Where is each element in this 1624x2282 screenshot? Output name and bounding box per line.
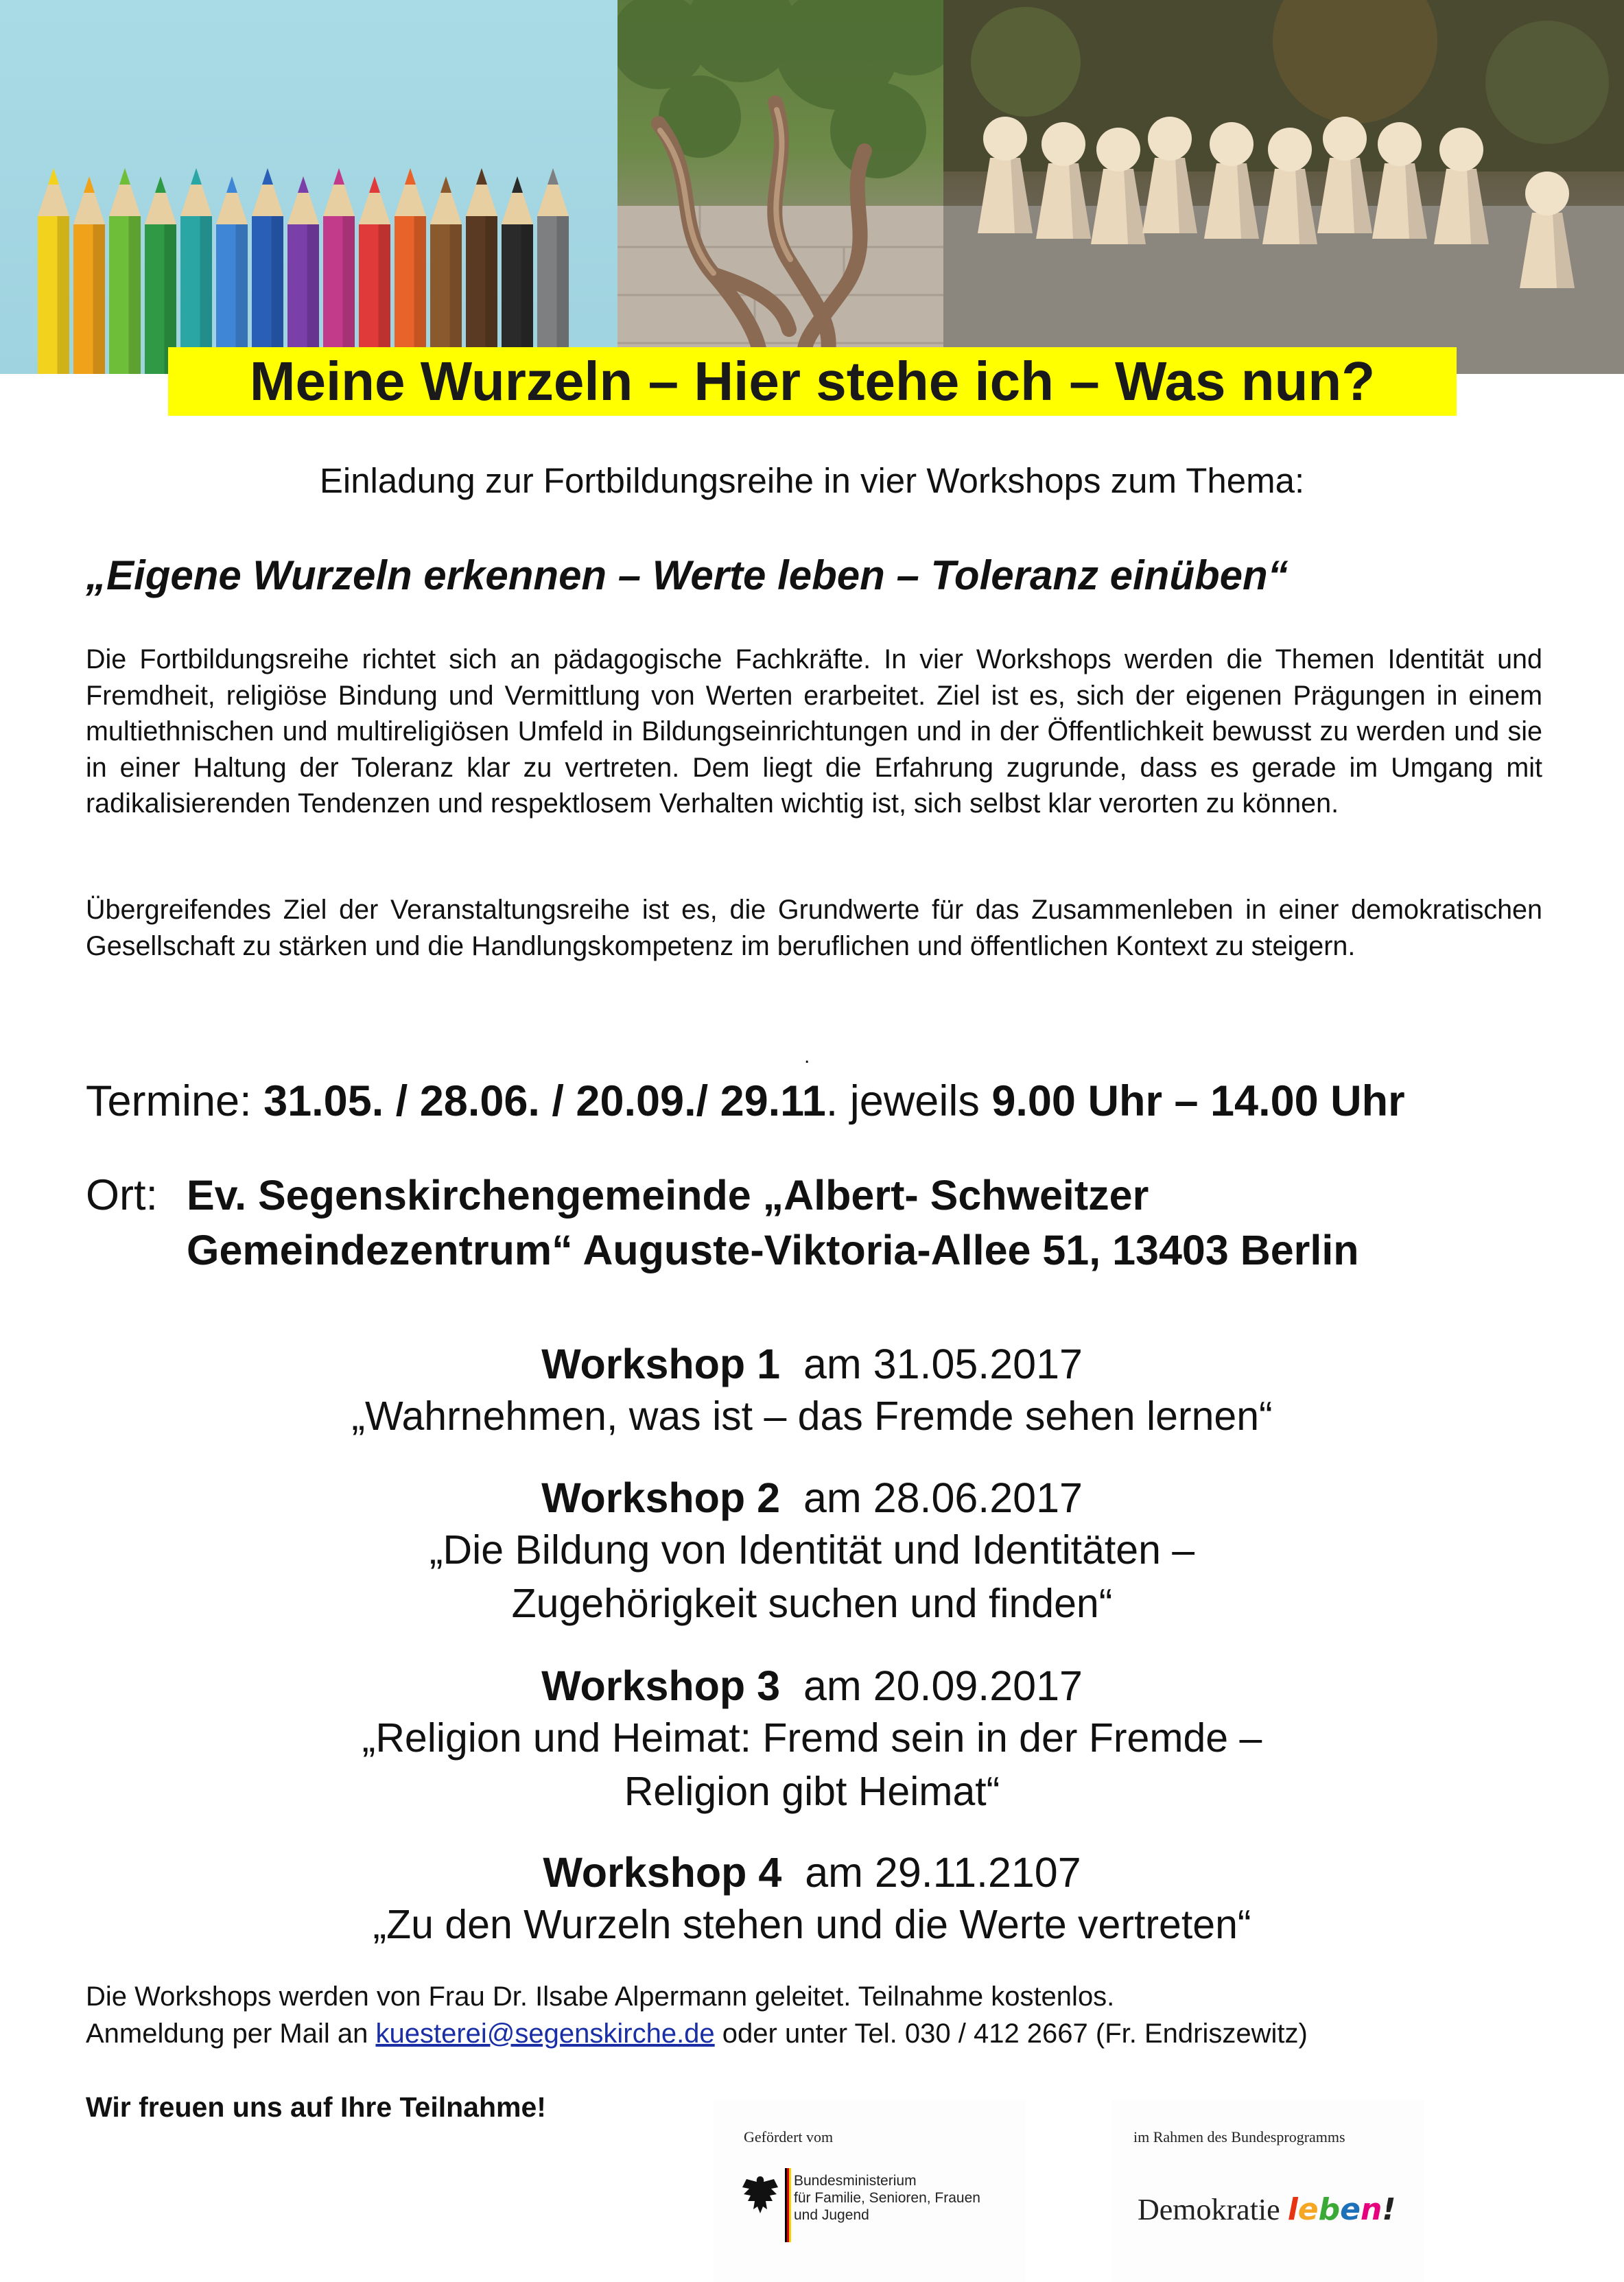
workshop-2-date: am 28.06.2017 [803, 1474, 1083, 1521]
leben-letter: e [1340, 2192, 1361, 2227]
workshop-4-date: am 29.11.2107 [805, 1849, 1081, 1896]
pencil [252, 168, 283, 374]
workshop-3-name: Workshop 3 [541, 1662, 781, 1709]
pencil [109, 168, 141, 374]
dates-label: Termine: [86, 1077, 264, 1125]
leben-letter: n [1360, 2192, 1382, 2227]
wooden-figure [1372, 122, 1427, 239]
workshop-1-name: Workshop 1 [541, 1341, 781, 1387]
bmfsfj-logo [714, 2099, 1026, 2282]
registration-info [86, 2015, 1308, 2052]
series-motto: „Eigene Wurzeln erkennen – Werte leben – Toleranz einüben“ [86, 552, 1288, 598]
pencil [216, 176, 248, 374]
workshop-4-topic: „Zu den Wurzeln stehen und die Werte vertreten“ [373, 1902, 1251, 1947]
ministry-line-3: und Jugend [794, 2207, 869, 2223]
workshop-2-topic-line-2: Zugehörigkeit suchen und finden“ [511, 1581, 1113, 1626]
wooden-figure [1317, 117, 1372, 233]
pencil [502, 176, 533, 374]
registration-prefix: Anmeldung per Mail an [86, 2019, 376, 2049]
workshop-3-topic-line-2: Religion gibt Heimat“ [624, 1769, 1000, 1814]
ministry-line-1: Bundesministerium [794, 2173, 917, 2189]
leader-info: Die Workshops werden von Frau Dr. Ilsabe Alpermann geleitet. Teilnahme kostenlos. [86, 1981, 1115, 2012]
ministry-name [794, 2172, 980, 2224]
funding-caption: Gefördert vom [744, 2128, 834, 2145]
workshop-4-heading [0, 1846, 1624, 1899]
workshop-3-heading [0, 1659, 1624, 1713]
pencil [430, 176, 462, 374]
demokratie-word: Demokratie [1138, 2193, 1280, 2226]
federal-eagle-icon [740, 2174, 781, 2216]
registration-suffix: oder unter Tel. 030 / 412 2667 (Fr. Endriszewitz) [714, 2019, 1308, 2049]
pencil [38, 168, 69, 374]
wooden-figure [978, 117, 1033, 233]
description-paragraph: Die Fortbildungsreihe richtet sich an pädagogische Fachkräfte. In vier Workshops werden die Themen Identität und Fremdheit, religiöse Bindung und Vermittlung von Werten erarbeitet. Ziel ist es, sich der eigenen Prägungen in einem multiethnischen und multireligiösen Umfeld in Bildungseinrichtungen und in der Öffentlichkeit bewusst zu werden und sie in einer Haltung der Toleranz klar zu vertreten. Dem liegt die Erfahrung zugrunde, dass es gerade im Umgang mit radikalisierenden Tendenzen und respektlosem Verhalten wichtig ist, sich selbst klar verorten zu können. [86, 644, 1542, 819]
wooden-figure [1091, 128, 1146, 244]
ministry-line-2: für Familie, Senioren, Frauen [794, 2190, 980, 2206]
demokratie-leben-logo [1111, 2099, 1424, 2282]
workshop-2-topic-line-1: „Die Bildung von Identität und Identitäten – [429, 1527, 1195, 1573]
pencil [466, 168, 497, 374]
wooden-figure [1036, 122, 1091, 239]
wooden-figure [1142, 117, 1197, 233]
email-link[interactable]: kuesterei@segenskirche.de [375, 2019, 715, 2049]
wooden-figure [1262, 128, 1317, 244]
demokratie-leben-wordmark [1138, 2192, 1396, 2227]
pencil [145, 176, 176, 374]
dates-value: 31.05. / 28.06. / 20.09./ 29.11 [263, 1077, 826, 1125]
colored-pencils-photo [0, 0, 617, 374]
time-value: 9.00 Uhr – 14.00 Uhr [991, 1077, 1405, 1125]
page-title: Meine Wurzeln – Hier stehe ich – Was nun? [249, 351, 1376, 412]
pencil [180, 168, 212, 374]
tree-roots-photo [617, 0, 943, 374]
location-line-1: Ev. Segenskirchengemeinde „Albert- Schweitzer [187, 1172, 1149, 1219]
workshop-1-topic: „Wahrnehmen, was ist – das Fremde sehen lernen“ [351, 1393, 1273, 1439]
flag-stripe-gold [789, 2168, 791, 2242]
workshop-4-name: Workshop 4 [543, 1849, 782, 1896]
colored-pencils-illustration [0, 0, 617, 374]
workshop-3-topic-line-1: „Religion und Heimat: Fremd sein in der Fremde – [362, 1715, 1262, 1761]
dates-line [86, 1072, 1405, 1131]
leben-exclamation: ! [1382, 2192, 1396, 2227]
workshop-3-date: am 20.09.2017 [803, 1662, 1083, 1709]
dates-middle: . jeweils [825, 1077, 992, 1125]
location-label: Ort: [86, 1171, 158, 1219]
workshop-1-heading [0, 1337, 1624, 1391]
leben-word [1288, 2192, 1396, 2227]
leben-letter: e [1297, 2192, 1319, 2227]
stray-dot: . [804, 1045, 810, 1068]
location-line-2: Gemeindezentrum“ Auguste-Viktoria-Allee 51, 13403 Berlin [187, 1227, 1359, 1273]
closing-line: Wir freuen uns auf Ihre Teilnahme! [86, 2091, 546, 2123]
workshop-2-name: Workshop 2 [541, 1474, 781, 1521]
pencil [323, 168, 355, 374]
pencil [359, 176, 390, 374]
invitation-line: Einladung zur Fortbildungsreihe in vier Workshops zum Thema: [319, 461, 1305, 500]
leben-letter: l [1287, 2192, 1298, 2227]
leben-letter: b [1318, 2192, 1341, 2227]
pencil [395, 168, 426, 374]
workshop-1-date: am 31.05.2017 [803, 1341, 1083, 1387]
wooden-figure [1434, 128, 1489, 244]
workshop-2-heading [0, 1471, 1624, 1525]
wooden-figures-photo [943, 0, 1624, 374]
program-caption: im Rahmen des Bundesprogramms [1133, 2128, 1345, 2145]
pencil [537, 168, 569, 374]
goal-paragraph: Übergreifendes Ziel der Veranstaltungsreihe ist es, die Grundwerte für das Zusammenleben in einer demokratischen Gesellschaft zu stärken und die Handlungskompetenz im beruflichen und öffentlichen Kontext zu steigern. [86, 895, 1542, 961]
wooden-figure [1204, 122, 1259, 239]
pencil [73, 176, 105, 374]
pencil [287, 176, 319, 374]
